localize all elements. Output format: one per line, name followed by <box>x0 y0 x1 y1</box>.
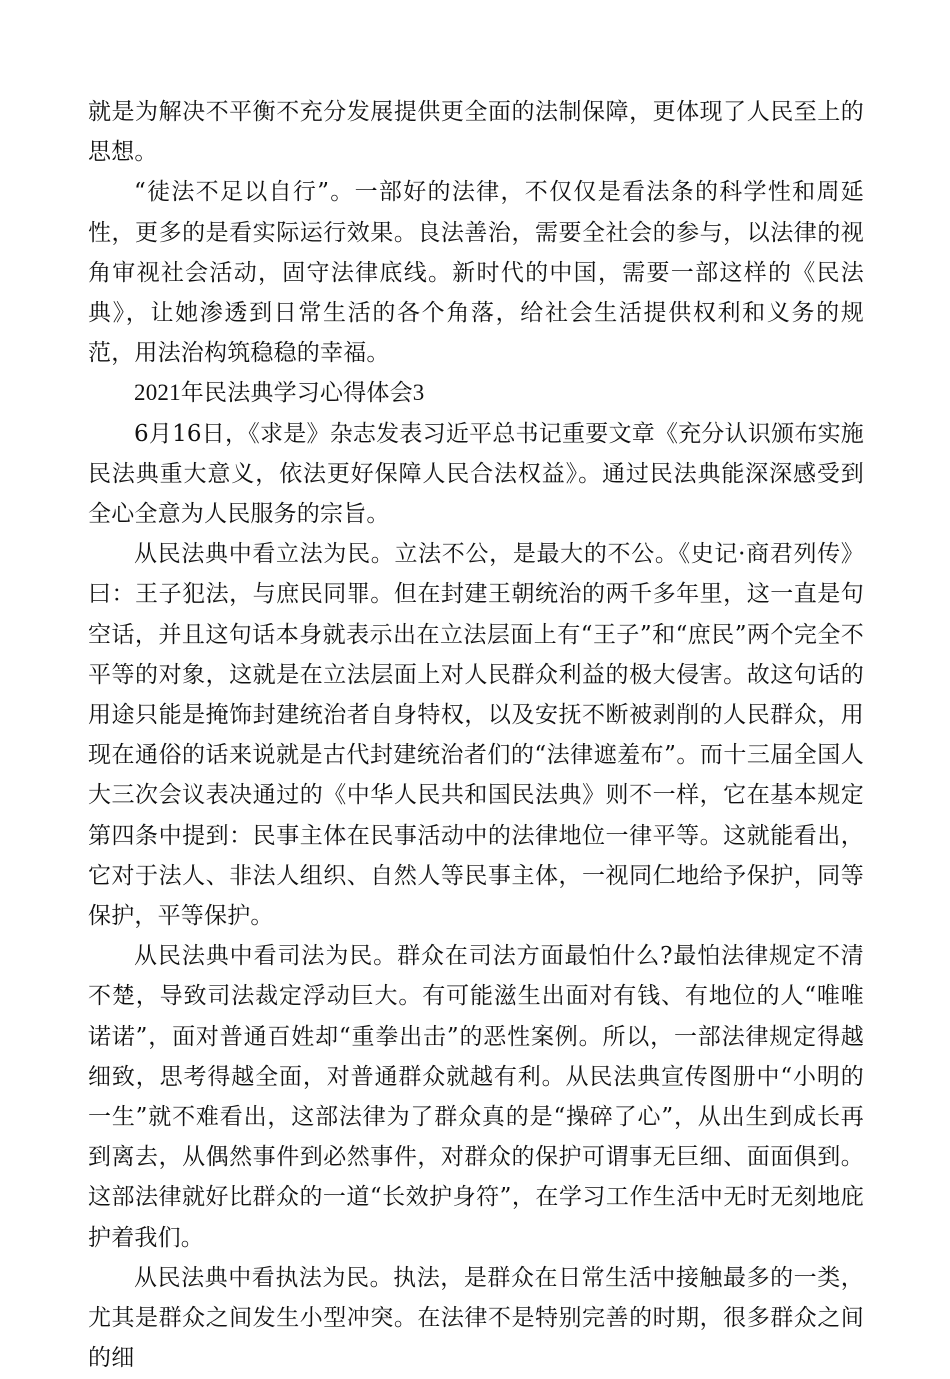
paragraph-qiushi-article: 6月16日，《求是》杂志发表习近平总书记重要文章《充分认识颁布实施民法典重大意义，依法更好保障人民合法权益》。通过民法典能深深感受到全心全意为人民服务的宗旨。 <box>88 420 864 528</box>
document-body <box>88 92 864 1379</box>
paragraph-judiciary: 从民法典中看司法为民。群众在司法方面最怕什么?最怕法律规定不清不楚，导致司法裁定浮动巨大。有可能滋生出面对有钱、有地位的人“唯唯诺诺”，面对普通百姓却“重拳出击”的恶性案例。所以，一部法律规定得越细致，思考得越全面，对普通群众就越有利。从民法典宣传图册中“小明的一生”就不难看出，这部法律为了群众真的是“操碎了心”，从出生到成长再到离去，从偶然事件到必然事件，对群众的保护可谓事无巨细、面面俱到。这部法律就好比群众的一道“长效护身符”，在学习工作生活中无时无刻地庇护着我们。 <box>88 943 864 1251</box>
section-heading: 2021年民法典学习心得体会3 <box>134 380 425 406</box>
paragraph-continuation: 就是为解决不平衡不充分发展提供更全面的法制保障，更体现了人民至上的思想。 <box>88 99 864 166</box>
paragraph-legislation: 从民法典中看立法为民。立法不公，是最大的不公。《史记·商君列传》曰：王子犯法，与庶民同罪。但在封建王朝统治的两千多年里，这一直是句空话，并且这句话本身就表示出在立法层面上有“王子”和“庶民”两个完全不平等的对象，这就是在立法层面上对人民群众利益的极大侵害。故这句话的用途只能是掩饰封建统治者自身特权，以及安抚不断被剥削的人民群众，用现在通俗的话来说就是古代封建统治者们的“法律遮羞布”。而十三届全国人大三次会议表决通过的《中华人民共和国民法典》则不一样，它在基本规定第四条中提到：民事主体在民事活动中的法律地位一律平等。这就能看出，它对于法人、非法人组织、自然人等民事主体，一视同仁地给予保护，同等保护，平等保护。 <box>88 541 864 930</box>
paragraph-enforcement: 从民法典中看执法为民。执法，是群众在日常生活中接触最多的一类，尤其是群众之间发生小型冲突。在法律不是特别完善的时期，很多群众之间的细 <box>88 1264 864 1372</box>
paragraph-law-enforcement: “徒法不足以自行”。一部好的法律，不仅仅是看法条的科学性和周延性，更多的是看实际运行效果。良法善治，需要全社会的参与，以法律的视角审视社会活动，固守法律底线。新时代的中国，需要一部这样的《民法典》，让她渗透到日常生活的各个角落，给社会生活提供权利和义务的规范，用法治构筑稳稳的幸福。 <box>88 179 864 367</box>
